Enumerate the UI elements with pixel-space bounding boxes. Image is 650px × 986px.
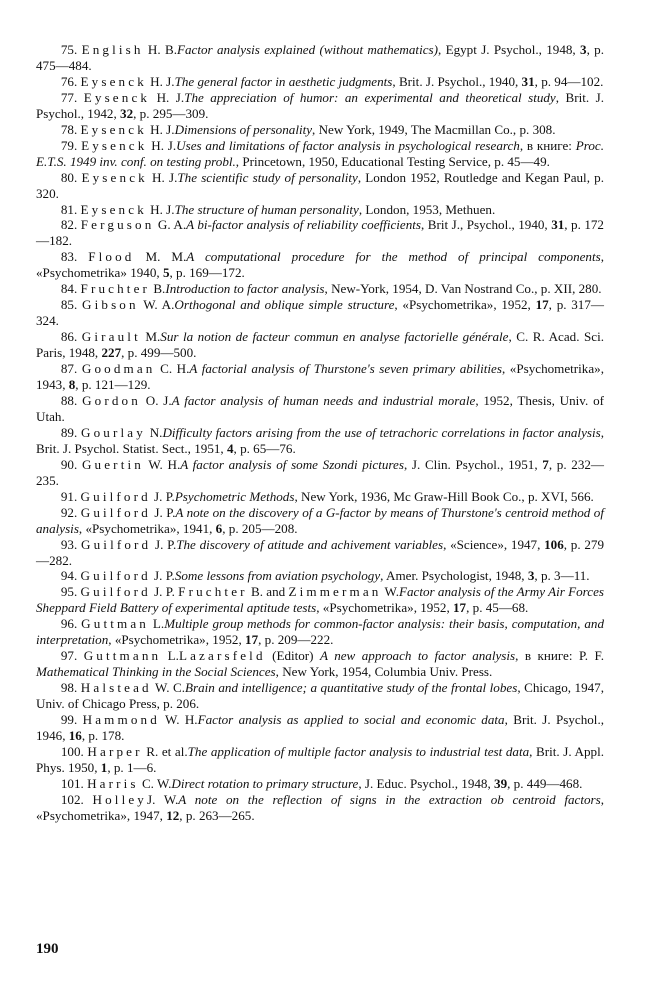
reference-title: Sur la notion de facteur commun en analyse factorielle générale — [160, 329, 509, 345]
reference-title: The general factor in aesthetic judgments — [174, 73, 393, 89]
reference-volume: 32 — [120, 105, 134, 121]
reference-text: , New-York, 1954, D. Van Nostrand Co., p. XII, 280. — [324, 281, 602, 297]
reference-author: Fruchter — [80, 281, 151, 297]
reference-text: O. J. — [140, 392, 172, 408]
reference-item — [36, 42, 604, 74]
reference-volume: 12 — [166, 807, 180, 823]
reference-text: , Brit. J. Psychol. Statist. Sect., 1951, — [36, 424, 604, 456]
reference-text: , New York, 1949, The Macmillan Co., p. 308. — [312, 121, 556, 137]
reference-title: The structure of human personality — [174, 201, 359, 217]
reference-number: 94. — [60, 568, 78, 584]
reference-text: H. J. — [146, 121, 175, 137]
reference-title: Uses and limitations of factor analysis in psychological research — [176, 137, 520, 153]
reference-text: J. P. — [151, 536, 177, 552]
reference-text: , New York, 1954, Columbia Univ. Press. — [275, 664, 493, 680]
reference-item — [36, 122, 604, 138]
reference-text: , p. 121—129. — [75, 377, 151, 393]
reference-title: A factor analysis of human needs and industrial morale — [171, 392, 476, 408]
reference-number: 76. — [60, 73, 78, 89]
reference-text: H. J. — [146, 201, 175, 217]
reference-author: Guttman — [81, 616, 149, 632]
reference-text: , «Psychometrika», 1952, — [316, 600, 453, 616]
reference-number: 75. — [60, 42, 78, 57]
reference-author: Halstead — [80, 680, 152, 696]
reference-author: Eysenck — [81, 169, 148, 185]
reference-volume: 16 — [68, 727, 82, 743]
reference-number: 93. — [60, 536, 78, 552]
reference-number: 91. — [60, 488, 78, 504]
reference-author: Gourlay — [81, 424, 146, 440]
reference-number: 87. — [60, 361, 78, 377]
reference-text: H. B. — [143, 42, 178, 57]
reference-text: J. P. — [150, 568, 175, 584]
reference-number: 84. — [60, 281, 78, 297]
reference-title: Dimensions of personality — [174, 121, 313, 137]
reference-text: , Brit. J. Psychol., 1946, — [36, 712, 604, 743]
reference-number: 97. — [60, 648, 78, 664]
reference-number: 100. — [60, 743, 84, 759]
reference-number: 82. — [60, 217, 78, 233]
reference-title: A note on the reflection of signs in the extraction ob centroid factors — [178, 791, 601, 807]
reference-text: B. and — [247, 584, 289, 600]
reference-text: , London 1952, Routledge and Kegan Paul, p. 320. — [36, 169, 604, 201]
reference-author: Holley — [92, 791, 148, 807]
reference-title: A note on the discovery of a G-factor by means of Thurstone's centroid method of analysis — [36, 504, 604, 536]
reference-text: , Brit J., Psychol., 1940, — [421, 217, 552, 233]
reference-text: N. — [145, 424, 163, 440]
reference-title: Some lessons from aviation psychology — [174, 568, 381, 584]
reference-author: English — [81, 42, 144, 57]
reference-number: 81. — [60, 201, 78, 217]
reference-author: Guilford — [81, 536, 152, 552]
reference-number: 85. — [60, 297, 78, 313]
reference-text: , p. 3—11. — [534, 568, 590, 584]
reference-volume: 31 — [551, 217, 565, 233]
reference-title: Factor analysis of the Army Air Forces Sheppard Field Battery of experimental aptitude tests — [36, 584, 604, 616]
reference-text: , p. 499—500. — [121, 345, 197, 361]
reference-text: , p. 449—468. — [507, 775, 583, 791]
reference-text: , «Science», 1947, — [443, 536, 545, 552]
reference-item — [36, 249, 604, 281]
reference-text: H. J. — [147, 137, 177, 153]
reference-title: Direct rotation to primary structure — [171, 775, 359, 791]
reference-author: Goodman — [81, 361, 156, 377]
reference-volume: 5 — [162, 265, 170, 281]
reference-number: 96. — [60, 616, 78, 632]
reference-text: H. J. — [147, 169, 178, 185]
reference-text: L. — [149, 616, 165, 632]
reference-number: 78. — [60, 121, 78, 137]
reference-text: , в книге: — [519, 137, 576, 153]
reference-text: G. A. — [154, 217, 187, 233]
reference-number: 86. — [60, 329, 78, 345]
reference-author: Guilford — [80, 568, 151, 584]
reference-text: M. — [140, 329, 161, 345]
reference-author: Hammond — [82, 712, 160, 728]
reference-number: 99. — [60, 712, 78, 728]
reference-author: Guttmann — [83, 648, 162, 664]
reference-author: Eysenck — [80, 73, 147, 89]
reference-item — [36, 776, 604, 792]
reference-author: Eysenck — [81, 137, 148, 153]
reference-volume: 106 — [544, 536, 564, 552]
reference-item — [36, 329, 604, 361]
reference-title: A factorial analysis of Thurstone's seven primary abilities — [189, 361, 502, 377]
reference-text: W. A. — [138, 297, 175, 313]
reference-volume: 39 — [494, 775, 508, 791]
reference-title: A factor analysis of some Szondi pictures — [180, 456, 404, 472]
reference-title: The application of multiple factor analysis to industrial test data — [187, 743, 530, 759]
reference-item — [36, 297, 604, 329]
reference-item — [36, 74, 604, 90]
reference-text: H. J. — [150, 89, 185, 105]
reference-author: Flood — [88, 249, 135, 265]
reference-text: J. P. — [150, 504, 176, 520]
reference-author: Eysenck — [80, 201, 147, 217]
reference-volume: 1 — [100, 759, 108, 775]
reference-text: , Chicago, 1947, Univ. of Chicago Press, p. 206. — [36, 680, 604, 712]
reference-text: , Brit. J. Psychol., 1940, — [392, 73, 522, 89]
reference-item — [36, 425, 604, 457]
reference-title: Multiple group methods for common-factor analysis: their basis, computation, and interpretation — [36, 616, 604, 648]
reference-text: , «Psychometrika», 1952, — [394, 297, 536, 313]
reference-text: , p. 263—265. — [179, 807, 255, 823]
reference-text: (Editor) — [265, 648, 320, 664]
reference-text: , p. 232—235. — [36, 456, 605, 488]
reference-volume: 8 — [68, 377, 76, 393]
reference-number: 101. — [60, 775, 84, 791]
reference-text: , p. 205—208. — [222, 520, 298, 536]
reference-author: Gordon — [82, 392, 141, 408]
reference-text: , J. Clin. Psychol., 1951, — [403, 456, 543, 472]
reference-item — [36, 90, 604, 122]
reference-text: W. — [381, 584, 399, 600]
reference-author: Lazarsfeld — [178, 648, 266, 664]
reference-item — [36, 537, 604, 569]
reference-text: , p. 317—324. — [36, 297, 604, 329]
reference-text: , p. 178. — [81, 727, 125, 743]
reference-author: Guertin — [81, 456, 144, 472]
reference-text: , New York, 1936, Mc Graw-Hill Book Co., p. XVI, 566. — [294, 488, 594, 504]
reference-title: Factor analysis as applied to social and economic data — [197, 712, 505, 728]
reference-text: , Egypt J. Psychol., 1948, — [437, 42, 581, 57]
reference-text: W. H. — [159, 712, 198, 728]
reference-text: , «Psychometrika», 1943, — [36, 361, 604, 393]
reference-author: Ferguson — [80, 217, 155, 233]
reference-text: , Brit. J. Psychol., 1942, — [36, 89, 604, 121]
reference-text: J. P. — [150, 584, 179, 600]
reference-number: 83. — [60, 249, 78, 265]
reference-item — [36, 361, 604, 393]
reference-text: , p. 45—68. — [466, 600, 529, 616]
reference-text: , «Psychometrika», 1952, — [108, 632, 246, 648]
page-number: 190 — [36, 941, 59, 957]
reference-item — [36, 393, 604, 425]
reference-text: B. — [150, 281, 166, 297]
reference-text: , «Psychometrika» 1940, — [36, 249, 604, 281]
reference-author: Harper — [87, 743, 143, 759]
reference-item — [36, 616, 604, 648]
reference-text: R. et al. — [142, 743, 188, 759]
reference-text: M. M. — [134, 249, 187, 265]
reference-number: 79. — [60, 137, 78, 153]
reference-title: Orthogonal and oblique simple structure — [174, 297, 395, 313]
reference-number: 102. — [60, 791, 84, 807]
reference-text: , Amer. Psychologist, 1948, — [380, 568, 528, 584]
reference-text: , 1952, Thesis, Univ. of Utah. — [36, 392, 604, 424]
reference-title: Introduction to factor analysis — [165, 281, 325, 297]
reference-item — [36, 712, 604, 744]
reference-text: H. J. — [146, 73, 175, 89]
reference-number: 77. — [60, 89, 78, 105]
reference-title: The appreciation of humor: an experimental and theoretical study — [184, 89, 556, 105]
reference-author: Harris — [87, 775, 139, 791]
reference-volume: 17 — [535, 297, 549, 313]
reference-item — [36, 648, 604, 680]
reference-item — [36, 680, 604, 712]
reference-author: Guilford — [80, 584, 151, 600]
reference-author: Guilford — [80, 504, 151, 520]
reference-title: Difficulty factors arising from the use of tetrachoric correlations in factor analysis — [162, 424, 601, 440]
reference-item — [36, 281, 604, 297]
reference-title: A bi-factor analysis of reliability coefficients — [186, 217, 421, 233]
reference-number: 90. — [60, 456, 78, 472]
reference-number: 88. — [60, 392, 78, 408]
reference-volume: 3 — [527, 568, 535, 584]
reference-volume: 31 — [521, 73, 535, 89]
reference-text: , London, 1953, Methuen. — [358, 201, 496, 217]
reference-author: Eysenck — [83, 89, 151, 105]
reference-number: 89. — [60, 424, 78, 440]
reference-title: A new approach to factor analysis — [319, 648, 516, 664]
reference-number: 95. — [60, 584, 78, 600]
reference-number: 92. — [60, 504, 78, 520]
reference-text: , в книге: P. F. — [515, 648, 605, 664]
reference-author: Girault — [81, 329, 141, 345]
reference-volume: 17 — [453, 600, 467, 616]
reference-text: , p. 209—222. — [258, 632, 334, 648]
reference-author: Eysenck — [80, 121, 147, 137]
reference-title: The scientific study of personality — [177, 169, 358, 185]
reference-text: W. H. — [143, 456, 181, 472]
reference-author: Zimmerman — [288, 584, 382, 600]
reference-text: , «Psychometrika», 1947, — [36, 791, 604, 823]
reference-text: , p. 65—76. — [233, 440, 296, 456]
reference-volume: 7 — [542, 456, 549, 472]
reference-item — [36, 489, 604, 505]
reference-volume: 4 — [226, 440, 234, 456]
reference-volume: 6 — [215, 520, 223, 536]
reference-title: Proc. E.T.S. 1949 inv. conf. on testing probl. — [36, 137, 604, 169]
reference-item — [36, 744, 604, 776]
reference-text: W. C. — [151, 680, 185, 696]
reference-title: A computational procedure for the method of principal components — [186, 249, 601, 265]
reference-text: L. — [161, 648, 179, 664]
reference-text: , p. 279—282. — [36, 536, 604, 568]
reference-title: Brain and intelligence; a quantitative study of the frontal lobes — [185, 680, 518, 696]
reference-text: J. W. — [147, 791, 179, 807]
reference-text: , Princetown, 1950, Educational Testing Service, p. 45—49. — [235, 153, 550, 169]
reference-title: Mathematical Thinking in the Social Sciences — [36, 664, 276, 680]
reference-volume: 227 — [101, 345, 122, 361]
reference-text: , Brit. J. Appl. Phys. 1950, — [36, 743, 604, 775]
reference-text: , p. 295—309. — [133, 105, 209, 121]
reference-title: Factor analysis explained (without mathematics) — [177, 42, 438, 57]
reference-text: , p. 172—182. — [36, 217, 604, 249]
reference-author: Guilford — [80, 488, 151, 504]
reference-text: , C. R. Acad. Sci. Paris, 1948, — [36, 329, 604, 361]
reference-text: C. H. — [155, 361, 190, 377]
reference-text: , «Psychometrika», 1941, — [78, 520, 216, 536]
reference-text: , J. Educ. Psychol., 1948, — [358, 775, 495, 791]
reference-item — [36, 792, 604, 824]
reference-author: Fruchter — [178, 584, 248, 600]
reference-title: Psychometric Methods — [174, 488, 295, 504]
reference-text: , p. 1—6. — [107, 759, 157, 775]
reference-number: 80. — [60, 169, 78, 185]
reference-text: C. W. — [138, 775, 172, 791]
reference-number: 98. — [60, 680, 78, 696]
reference-list — [36, 42, 604, 824]
reference-item — [36, 170, 604, 202]
reference-text: J. P. — [150, 488, 175, 504]
reference-item — [36, 217, 604, 249]
reference-item — [36, 568, 604, 584]
reference-item — [36, 202, 604, 218]
reference-volume: 3 — [580, 42, 587, 57]
reference-title: The discovery of atitude and achivement variables — [176, 536, 444, 552]
reference-text: , p. 475—484. — [36, 42, 604, 73]
reference-text: , p. 169—172. — [169, 265, 245, 281]
reference-text: , p. 94—102. — [534, 73, 604, 89]
reference-item — [36, 457, 604, 489]
reference-item — [36, 138, 604, 170]
reference-author: Gibson — [82, 297, 139, 313]
reference-item — [36, 505, 604, 537]
reference-item — [36, 584, 604, 616]
reference-volume: 17 — [245, 632, 259, 648]
